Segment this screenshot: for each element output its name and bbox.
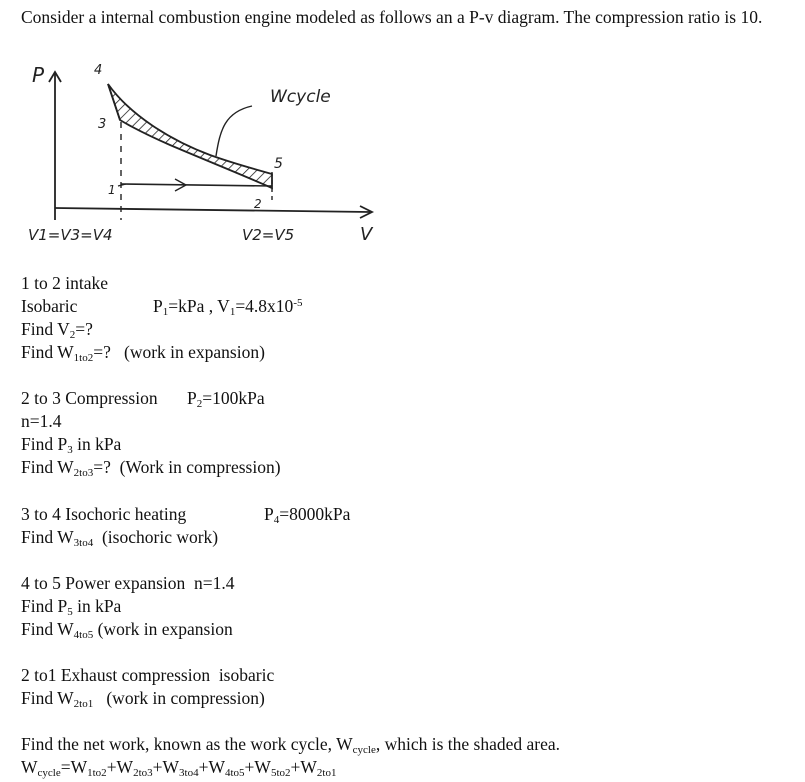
s1-v1-tail: =4.8x10 [235,296,294,316]
s1-find-w-a: Find W [21,342,74,362]
s1-find-w-sub: 1to2 [73,352,94,364]
s1-given [153,295,302,317]
eq-t1: 1to2 [87,767,107,779]
s5-find-w-sub: 2to1 [73,698,94,710]
s2-n: n=1.4 [21,411,62,431]
problem-intro: Consider a internal combustion engine modeled as follows an a P-v diagram. The compression ratio is 10. [21,7,763,27]
s2-find-p3 [21,433,121,455]
s3-given [264,503,350,525]
s4-find-p5-a: Find P [21,596,68,616]
s2-title [21,387,265,410]
s3-p4-b: =8000kPa [279,504,351,524]
eq-plus4: +W [244,757,271,777]
point-1-label: 1 [108,183,116,197]
s4-title: 4 to 5 Power expansion n=1.4 [21,573,235,593]
p-axis-label: P [32,63,45,87]
s2-p2-sub: 2 [196,398,203,410]
s5-find-w-a: Find W [21,688,74,708]
left-volume-label: V1=V3=V4 [28,226,113,244]
v-axis-label: V [360,224,373,245]
eq-t3: 3to4 [179,767,199,779]
s3-title-text: 3 to 4 Isochoric heating [21,504,187,524]
s1-find-v2-b: =? [75,319,93,339]
s1-find-v2 [21,318,93,340]
s1-p1-tail: =kPa , V [168,296,230,316]
s3-find-w-sub: 3to4 [73,537,94,549]
point-2-label: 2 [254,197,262,211]
eq-plus3: +W [198,757,225,777]
point-5-label: 5 [274,156,283,172]
pv-diagram [20,60,400,250]
s2-title-text: 2 to 3 Compression [21,388,158,408]
eq-t6: 2to1 [316,767,337,779]
net-line1-sub: cycle [352,744,376,756]
s2-find-w-sub: 2to3 [73,467,94,479]
s1-v1-exp: -5 [293,297,303,309]
s3-find-w-b: (isochoric work) [93,527,219,547]
s4-find-p5-b: in kPa [72,596,122,616]
net-work-text [21,733,560,755]
s2-find-w [21,456,281,478]
s2-find-p3-sub: 3 [67,444,73,456]
s3-title [21,503,351,526]
eq-plus2: +W [152,757,180,777]
shaded-work-area [108,84,272,188]
s5-find-w [21,687,265,709]
eq-plus1: +W [106,757,134,777]
s3-p4-a: P [264,504,274,524]
s1-find-v2-sub: 2 [69,329,76,341]
eq-t2: 2to3 [133,767,153,779]
s1-isobaric [21,295,303,318]
s4-find-w-a: Find W [21,619,74,639]
s1-find-w-b: =? (work in expansion) [93,342,265,362]
s3-find-w-a: Find W [21,527,74,547]
s1-v1-sub: 1 [229,306,236,318]
s2-find-p3-a: Find P [21,434,68,454]
eq-t4: 4to5 [224,767,245,779]
eq-eq: =W [60,757,88,777]
s1-title: 1 to 2 intake [21,273,108,293]
s4-find-p5 [21,595,121,617]
net-work-equation [21,756,336,778]
point-4-label: 4 [94,63,103,78]
eq-cycle: cycle [37,767,61,779]
s1-find-v2-a: Find V [21,319,70,339]
point-3-label: 3 [98,117,107,132]
process-arrow-icon [118,184,126,186]
s1-p1-sub: 1 [162,306,169,318]
s2-p2-b: =100kPa [202,388,265,408]
s3-find-w [21,526,218,548]
s4-find-w [21,618,233,640]
s4-find-w-b: (work in expansion [93,619,233,639]
wcycle-label: Wcycle [270,87,331,107]
s1-find-w [21,341,265,363]
s4-find-p5-sub: 5 [67,606,73,618]
s1-p1-name: P [153,296,163,316]
right-volume-label: V2=V5 [242,226,295,244]
s3-p4-sub: 4 [273,514,280,526]
s1-isobaric-label: Isobaric [21,296,78,316]
eq-t5: 5to2 [270,767,291,779]
v-axis [55,208,370,212]
process-1-2 [121,184,272,186]
s2-p2-a: P [187,388,197,408]
s2-given [187,387,265,409]
net-line1-b: , which is the shaded area. [375,734,560,754]
s2-find-w-b: =? (Work in compression) [93,457,281,477]
eq-plus5: +W [290,757,317,777]
s4-find-w-sub: 4to5 [73,629,94,641]
net-line1-a: Find the net work, known as the work cycle, W [21,734,353,754]
s2-find-w-a: Find W [21,457,74,477]
s5-find-w-b: (work in compression) [93,688,265,708]
wcycle-leader [216,106,252,156]
s5-title: 2 to1 Exhaust compression isobaric [21,665,275,685]
s2-find-p3-b: in kPa [72,434,122,454]
eq-w: W [21,757,38,777]
